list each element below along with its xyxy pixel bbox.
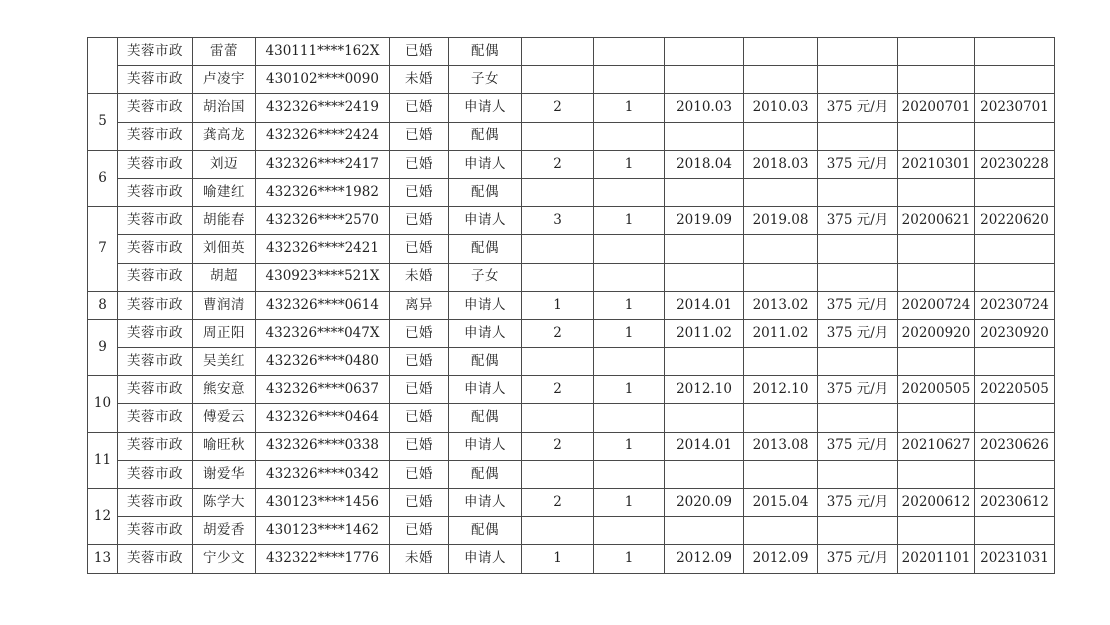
table-row [88,545,1055,573]
approve-date-cell [744,178,818,206]
approve-date-cell: 2013.02 [744,291,818,319]
community-cell: 芙蓉市政 [118,489,193,517]
apply-date-cell: 2012.10 [665,376,744,404]
family-size-cell: 2 [522,319,594,347]
amount-cell [818,517,898,545]
family-size-cell [522,460,594,488]
family-size-cell [522,235,594,263]
table-row [88,319,1055,347]
table-row [88,489,1055,517]
start-date-cell: 20200724 [898,291,975,319]
family-size-cell: 2 [522,432,594,460]
assist-count-cell: 1 [594,432,665,460]
apply-date-cell: 2014.01 [665,291,744,319]
id-number-cell: 432326****0342 [256,460,390,488]
marital-status-cell: 已婚 [390,489,449,517]
start-date-cell: 20200612 [898,489,975,517]
relation-cell: 申请人 [449,489,522,517]
table-row [88,460,1055,488]
assist-count-cell: 1 [594,150,665,178]
community-cell: 芙蓉市政 [118,348,193,376]
marital-status-cell: 未婚 [390,545,449,573]
table-row [88,94,1055,122]
assist-count-cell: 1 [594,94,665,122]
marital-status-cell: 已婚 [390,150,449,178]
approve-date-cell: 2015.04 [744,489,818,517]
marital-status-cell: 离异 [390,291,449,319]
assist-count-cell [594,235,665,263]
amount-cell: 375 元/月 [818,291,898,319]
end-date-cell [975,404,1055,432]
relation-cell: 申请人 [449,291,522,319]
family-size-cell [522,263,594,291]
assist-count-cell [594,178,665,206]
family-size-cell: 2 [522,150,594,178]
marital-status-cell: 已婚 [390,348,449,376]
apply-date-cell: 2020.09 [665,489,744,517]
community-cell: 芙蓉市政 [118,94,193,122]
relation-cell: 申请人 [449,432,522,460]
community-cell: 芙蓉市政 [118,263,193,291]
name-cell: 胡爱香 [193,517,256,545]
family-size-cell [522,38,594,66]
relation-cell: 配偶 [449,460,522,488]
community-cell: 芙蓉市政 [118,432,193,460]
id-number-cell: 432326****0614 [256,291,390,319]
end-date-cell: 20230612 [975,489,1055,517]
community-cell: 芙蓉市政 [118,460,193,488]
table-row [88,263,1055,291]
end-date-cell [975,178,1055,206]
approve-date-cell [744,122,818,150]
relation-cell: 配偶 [449,517,522,545]
sequence-cell: 5 [88,94,118,150]
sequence-cell: 10 [88,376,118,432]
assist-count-cell [594,404,665,432]
start-date-cell: 20201101 [898,545,975,573]
amount-cell [818,460,898,488]
assist-count-cell: 1 [594,545,665,573]
household-table [87,37,1055,574]
name-cell: 刘迈 [193,150,256,178]
community-cell: 芙蓉市政 [118,291,193,319]
apply-date-cell [665,460,744,488]
start-date-cell [898,66,975,94]
relation-cell: 子女 [449,66,522,94]
marital-status-cell: 已婚 [390,517,449,545]
name-cell: 喻旺秋 [193,432,256,460]
assist-count-cell: 1 [594,376,665,404]
community-cell: 芙蓉市政 [118,319,193,347]
amount-cell [818,66,898,94]
table-row [88,150,1055,178]
marital-status-cell: 已婚 [390,122,449,150]
marital-status-cell: 已婚 [390,235,449,263]
relation-cell: 申请人 [449,545,522,573]
assist-count-cell: 1 [594,319,665,347]
id-number-cell: 432326****2570 [256,207,390,235]
approve-date-cell [744,38,818,66]
relation-cell: 申请人 [449,150,522,178]
amount-cell: 375 元/月 [818,94,898,122]
amount-cell [818,38,898,66]
id-number-cell: 430102****0090 [256,66,390,94]
end-date-cell [975,122,1055,150]
table-body [88,38,1055,574]
name-cell: 吴美红 [193,348,256,376]
assist-count-cell: 1 [594,489,665,517]
assist-count-cell [594,66,665,94]
approve-date-cell [744,66,818,94]
relation-cell: 申请人 [449,94,522,122]
assist-count-cell: 1 [594,207,665,235]
id-number-cell: 432322****1776 [256,545,390,573]
relation-cell: 配偶 [449,348,522,376]
marital-status-cell: 未婚 [390,66,449,94]
approve-date-cell [744,348,818,376]
end-date-cell [975,235,1055,263]
family-size-cell: 2 [522,94,594,122]
start-date-cell: 20200621 [898,207,975,235]
approve-date-cell: 2012.09 [744,545,818,573]
id-number-cell: 432326****0464 [256,404,390,432]
amount-cell: 375 元/月 [818,376,898,404]
table-row [88,207,1055,235]
apply-date-cell: 2014.01 [665,432,744,460]
name-cell: 胡能春 [193,207,256,235]
approve-date-cell [744,263,818,291]
table-row [88,122,1055,150]
name-cell: 谢爱华 [193,460,256,488]
table-row [88,66,1055,94]
assist-count-cell [594,122,665,150]
sequence-cell: 6 [88,150,118,206]
start-date-cell [898,178,975,206]
apply-date-cell [665,517,744,545]
id-number-cell: 430111****162X [256,38,390,66]
approve-date-cell: 2019.08 [744,207,818,235]
start-date-cell [898,348,975,376]
assist-count-cell [594,263,665,291]
relation-cell: 申请人 [449,319,522,347]
apply-date-cell: 2018.04 [665,150,744,178]
id-number-cell: 432326****047X [256,319,390,347]
name-cell: 熊安意 [193,376,256,404]
name-cell: 喻建红 [193,178,256,206]
sequence-cell: 7 [88,207,118,292]
name-cell: 陈学大 [193,489,256,517]
relation-cell: 申请人 [449,376,522,404]
approve-date-cell [744,235,818,263]
sequence-cell: 8 [88,291,118,319]
family-size-cell [522,348,594,376]
start-date-cell: 20200920 [898,319,975,347]
marital-status-cell: 已婚 [390,178,449,206]
start-date-cell [898,38,975,66]
amount-cell [818,404,898,432]
id-number-cell: 432326****0338 [256,432,390,460]
amount-cell: 375 元/月 [818,489,898,517]
assist-count-cell: 1 [594,291,665,319]
amount-cell: 375 元/月 [818,432,898,460]
relation-cell: 配偶 [449,404,522,432]
name-cell: 雷蕾 [193,38,256,66]
table-row [88,178,1055,206]
relation-cell: 配偶 [449,122,522,150]
approve-date-cell: 2011.02 [744,319,818,347]
approve-date-cell: 2012.10 [744,376,818,404]
marital-status-cell: 已婚 [390,460,449,488]
family-size-cell [522,517,594,545]
apply-date-cell [665,348,744,376]
relation-cell: 配偶 [449,178,522,206]
amount-cell [818,122,898,150]
apply-date-cell [665,404,744,432]
end-date-cell: 20230724 [975,291,1055,319]
marital-status-cell: 已婚 [390,404,449,432]
assist-count-cell [594,38,665,66]
family-size-cell [522,178,594,206]
end-date-cell [975,66,1055,94]
end-date-cell [975,38,1055,66]
amount-cell: 375 元/月 [818,545,898,573]
marital-status-cell: 已婚 [390,432,449,460]
marital-status-cell: 未婚 [390,263,449,291]
name-cell: 胡治国 [193,94,256,122]
start-date-cell [898,460,975,488]
id-number-cell: 432326****0480 [256,348,390,376]
sequence-cell: 12 [88,489,118,545]
community-cell: 芙蓉市政 [118,376,193,404]
relation-cell: 申请人 [449,207,522,235]
id-number-cell: 432326****2421 [256,235,390,263]
approve-date-cell [744,517,818,545]
community-cell: 芙蓉市政 [118,404,193,432]
id-number-cell: 432326****2424 [256,122,390,150]
relation-cell: 配偶 [449,235,522,263]
apply-date-cell [665,122,744,150]
apply-date-cell: 2019.09 [665,207,744,235]
id-number-cell: 430923****521X [256,263,390,291]
start-date-cell: 20210627 [898,432,975,460]
amount-cell: 375 元/月 [818,150,898,178]
name-cell: 龚高龙 [193,122,256,150]
id-number-cell: 432326****2417 [256,150,390,178]
marital-status-cell: 已婚 [390,94,449,122]
sequence-cell [88,38,118,94]
family-size-cell: 2 [522,376,594,404]
apply-date-cell [665,235,744,263]
community-cell: 芙蓉市政 [118,66,193,94]
start-date-cell [898,122,975,150]
table-row [88,432,1055,460]
assist-count-cell [594,460,665,488]
end-date-cell: 20230626 [975,432,1055,460]
community-cell: 芙蓉市政 [118,122,193,150]
approve-date-cell [744,404,818,432]
approve-date-cell: 2018.03 [744,150,818,178]
apply-date-cell: 2011.02 [665,319,744,347]
sequence-cell: 9 [88,319,118,375]
id-number-cell: 430123****1462 [256,517,390,545]
end-date-cell: 20220505 [975,376,1055,404]
assist-count-cell [594,348,665,376]
assist-count-cell [594,517,665,545]
community-cell: 芙蓉市政 [118,178,193,206]
table-row [88,291,1055,319]
family-size-cell: 2 [522,489,594,517]
apply-date-cell: 2010.03 [665,94,744,122]
amount-cell [818,263,898,291]
start-date-cell: 20200505 [898,376,975,404]
name-cell: 曹润清 [193,291,256,319]
start-date-cell: 20200701 [898,94,975,122]
marital-status-cell: 已婚 [390,38,449,66]
community-cell: 芙蓉市政 [118,38,193,66]
sequence-cell: 11 [88,432,118,488]
amount-cell [818,178,898,206]
end-date-cell [975,263,1055,291]
table-row [88,517,1055,545]
end-date-cell: 20231031 [975,545,1055,573]
family-size-cell [522,122,594,150]
apply-date-cell [665,178,744,206]
name-cell: 宁少文 [193,545,256,573]
amount-cell: 375 元/月 [818,319,898,347]
name-cell: 刘佃英 [193,235,256,263]
apply-date-cell: 2012.09 [665,545,744,573]
end-date-cell [975,348,1055,376]
id-number-cell: 432326****0637 [256,376,390,404]
apply-date-cell [665,38,744,66]
family-size-cell: 1 [522,291,594,319]
apply-date-cell [665,263,744,291]
amount-cell [818,348,898,376]
end-date-cell [975,517,1055,545]
table-row [88,376,1055,404]
apply-date-cell [665,66,744,94]
relation-cell: 配偶 [449,38,522,66]
community-cell: 芙蓉市政 [118,150,193,178]
table-row [88,348,1055,376]
approve-date-cell: 2010.03 [744,94,818,122]
end-date-cell: 20230228 [975,150,1055,178]
start-date-cell [898,235,975,263]
community-cell: 芙蓉市政 [118,517,193,545]
end-date-cell: 20220620 [975,207,1055,235]
family-size-cell: 1 [522,545,594,573]
relation-cell: 子女 [449,263,522,291]
approve-date-cell: 2013.08 [744,432,818,460]
id-number-cell: 432326****2419 [256,94,390,122]
sequence-cell: 13 [88,545,118,573]
family-size-cell [522,66,594,94]
end-date-cell [975,460,1055,488]
marital-status-cell: 已婚 [390,376,449,404]
amount-cell [818,235,898,263]
start-date-cell [898,517,975,545]
amount-cell: 375 元/月 [818,207,898,235]
community-cell: 芙蓉市政 [118,235,193,263]
table-row [88,38,1055,66]
family-size-cell [522,404,594,432]
table-row [88,235,1055,263]
name-cell: 胡超 [193,263,256,291]
table-row [88,404,1055,432]
start-date-cell: 20210301 [898,150,975,178]
marital-status-cell: 已婚 [390,319,449,347]
approve-date-cell [744,460,818,488]
family-size-cell: 3 [522,207,594,235]
id-number-cell: 430123****1456 [256,489,390,517]
id-number-cell: 432326****1982 [256,178,390,206]
start-date-cell [898,263,975,291]
name-cell: 周正阳 [193,319,256,347]
start-date-cell [898,404,975,432]
name-cell: 卢凌宇 [193,66,256,94]
name-cell: 傅爱云 [193,404,256,432]
community-cell: 芙蓉市政 [118,545,193,573]
community-cell: 芙蓉市政 [118,207,193,235]
marital-status-cell: 已婚 [390,207,449,235]
end-date-cell: 20230701 [975,94,1055,122]
end-date-cell: 20230920 [975,319,1055,347]
